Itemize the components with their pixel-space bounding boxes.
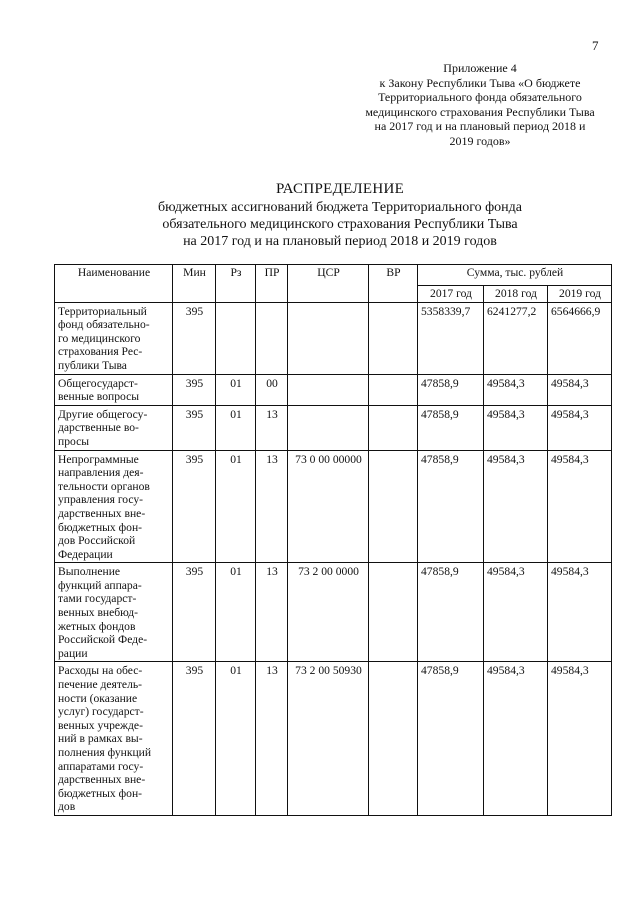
header-2018: 2018 год	[484, 286, 548, 303]
cell-2018: 6241277,2	[484, 302, 548, 374]
cell-name: Расходы на обес- печение деятель- ности (оказание услуг) государст- венных учрежде- ний в рамках вы- полнения функций аппаратами госу- дарственных вне- бюджетных фон- дов	[55, 662, 173, 816]
cell-2019: 49584,3	[548, 563, 612, 662]
cell-rz: 01	[216, 563, 256, 662]
cell-2017: 47858,9	[418, 563, 484, 662]
cell-2017: 47858,9	[418, 662, 484, 816]
cell-pr	[256, 302, 288, 374]
cell-2019: 49584,3	[548, 374, 612, 405]
cell-2017: 47858,9	[418, 374, 484, 405]
cell-min: 395	[173, 374, 216, 405]
cell-min: 395	[173, 405, 216, 450]
annex-line: Приложение 4	[443, 61, 517, 75]
document-title	[100, 181, 580, 250]
cell-min: 395	[173, 563, 216, 662]
header-sum: Сумма, тыс. рублей	[418, 265, 612, 286]
cell-vr	[369, 450, 418, 563]
cell-rz: 01	[216, 374, 256, 405]
annex-line: на 2017 год и на плановый период 2018 и	[374, 119, 586, 133]
cell-2017: 47858,9	[418, 450, 484, 563]
title-line: бюджетных ассигнований бюджета Территориального фонда	[157, 200, 523, 215]
cell-csr: 73 2 00 50930	[288, 662, 369, 816]
cell-rz: 01	[216, 450, 256, 563]
cell-pr: 13	[256, 450, 288, 563]
header-vr: ВР	[369, 265, 418, 303]
cell-2019: 49584,3	[548, 405, 612, 450]
cell-vr	[369, 302, 418, 374]
title-line: обязательного медицинского страхования Республики Тыва	[162, 217, 518, 232]
cell-name: Территориальный фонд обязательно- го медицинского страхования Рес- публики Тыва	[55, 302, 173, 374]
annex-line: к Закону Республики Тыва «О бюджете	[379, 75, 581, 90]
cell-csr	[288, 405, 369, 450]
budget-table	[54, 264, 612, 816]
cell-2018: 49584,3	[484, 662, 548, 816]
annex-caption	[330, 61, 630, 148]
header-name: Наименование	[55, 265, 173, 303]
table-row	[55, 374, 612, 405]
cell-2018: 49584,3	[484, 405, 548, 450]
header-min: Мин	[173, 265, 216, 303]
cell-2019: 49584,3	[548, 662, 612, 816]
cell-2019: 6564666,9	[548, 302, 612, 374]
table-row	[55, 563, 612, 662]
cell-name: Другие общегосу- дарственные во- просы	[55, 405, 173, 450]
cell-pr: 13	[256, 405, 288, 450]
cell-min: 395	[173, 302, 216, 374]
table-row	[55, 662, 612, 816]
cell-min: 395	[173, 450, 216, 563]
header-rz: Рз	[216, 265, 256, 303]
cell-2019: 49584,3	[548, 450, 612, 563]
cell-2018: 49584,3	[484, 563, 548, 662]
cell-pr: 13	[256, 662, 288, 816]
cell-2017: 47858,9	[418, 405, 484, 450]
title-heading: РАСПРЕДЕЛЕНИЕ	[275, 181, 405, 197]
table-header-row	[55, 265, 612, 286]
cell-vr	[369, 405, 418, 450]
annex-line: Территориального фонда обязательного	[378, 90, 582, 104]
cell-rz: 01	[216, 405, 256, 450]
page-number: 7	[592, 38, 599, 53]
header-csr: ЦСР	[288, 265, 369, 303]
cell-rz	[216, 302, 256, 374]
cell-pr: 13	[256, 563, 288, 662]
cell-csr: 73 2 00 0000	[288, 563, 369, 662]
cell-vr	[369, 374, 418, 405]
header-2017: 2017 год	[418, 286, 484, 303]
cell-pr: 00	[256, 374, 288, 405]
cell-vr	[369, 662, 418, 816]
annex-line: медицинского страхования Республики Тыва	[365, 104, 595, 119]
cell-csr	[288, 302, 369, 374]
cell-2018: 49584,3	[484, 450, 548, 563]
table-row	[55, 302, 612, 374]
annex-line: 2019 годов»	[449, 133, 511, 148]
title-line: на 2017 год и на плановый период 2018 и 2019 годов	[183, 234, 497, 249]
cell-name: Общегосударст- венные вопросы	[55, 374, 173, 405]
cell-name: Выполнение функций аппара- тами государст- венных внебюд- жетных фондов Российской Феде- рации	[55, 563, 173, 662]
cell-csr	[288, 374, 369, 405]
budget-table-body	[55, 302, 612, 815]
cell-name: Непрограммные направления дея- тельности органов управления госу- дарственных вне- бюджетных фон- дов Российской Федерации	[55, 450, 173, 563]
cell-2017: 5358339,7	[418, 302, 484, 374]
table-row	[55, 405, 612, 450]
cell-rz: 01	[216, 662, 256, 816]
cell-csr: 73 0 00 00000	[288, 450, 369, 563]
header-2019: 2019 год	[548, 286, 612, 303]
header-pr: ПР	[256, 265, 288, 303]
cell-2018: 49584,3	[484, 374, 548, 405]
table-row	[55, 450, 612, 563]
cell-vr	[369, 563, 418, 662]
cell-min: 395	[173, 662, 216, 816]
